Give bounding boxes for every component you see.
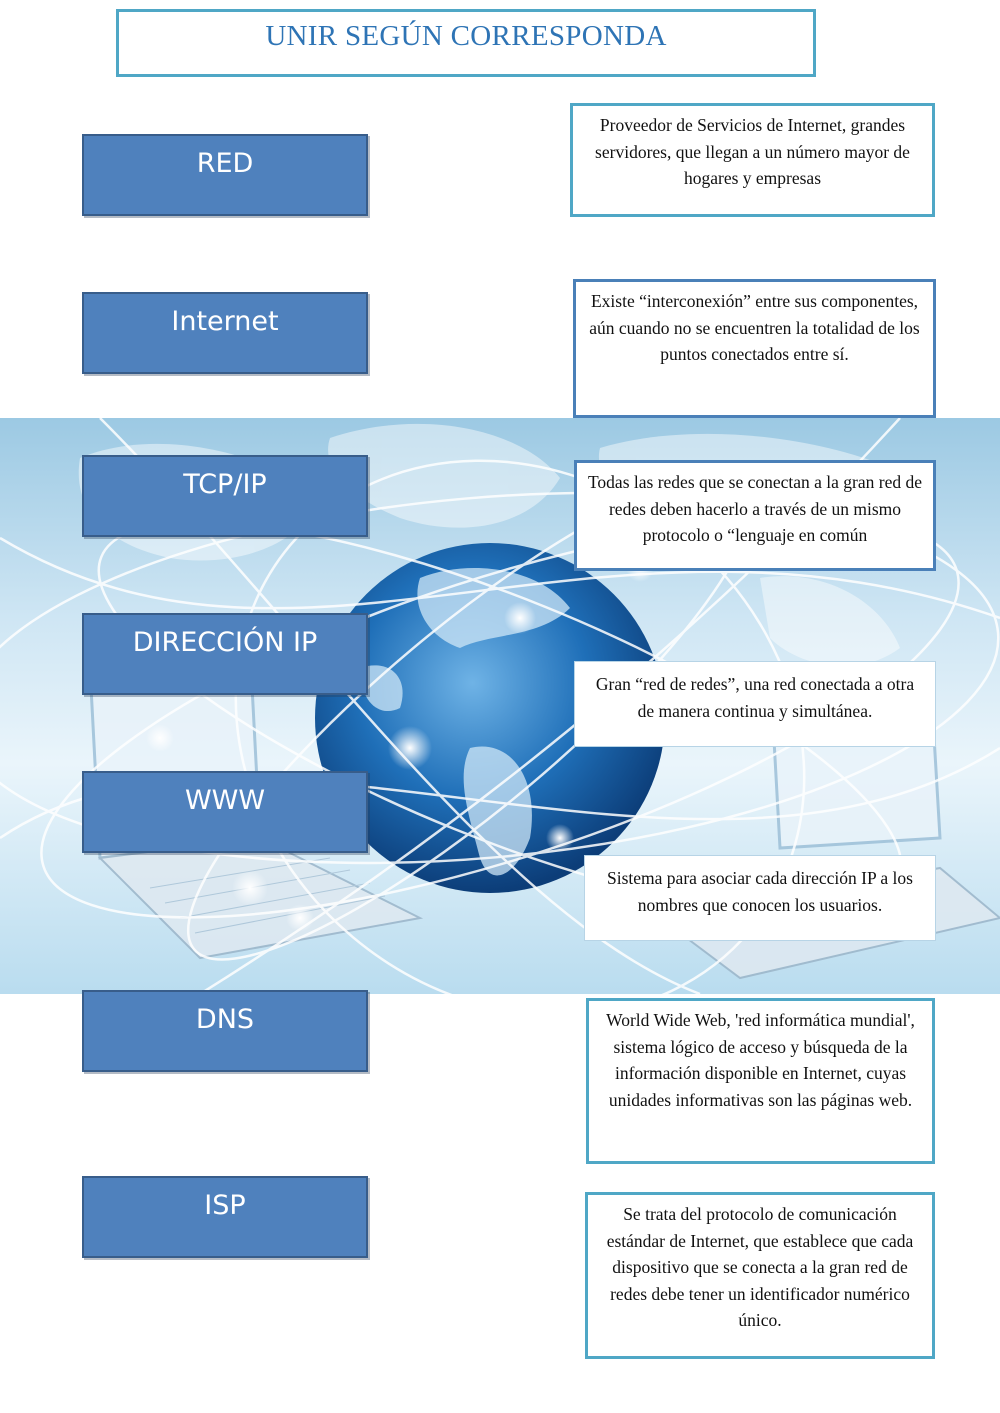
worksheet-title-box: [116, 9, 816, 77]
term-isp-label: ISP: [204, 1190, 246, 1221]
definition-card-4[interactable]: [575, 662, 935, 746]
definition-text-3: Todas las redes que se conectan a la gran red de redes deben hacerlo a través de un mismo protocolo o “lenguaje en común: [587, 472, 923, 545]
definition-text-5: Sistema para asociar cada dirección IP a los nombres que conocen los usuarios.: [607, 868, 913, 915]
term-tcp-ip-label: TCP/IP: [183, 469, 267, 500]
definition-text-1: Proveedor de Servicios de Internet, grandes servidores, que llegan a un número mayor de hogares y empresas: [595, 115, 910, 188]
definition-card-1[interactable]: [570, 103, 935, 217]
definition-text-7: Se trata del protocolo de comunicación estándar de Internet, que establece que cada dispositivo que se conecta a la gran red de redes debe tener un identificador numérico único.: [606, 1204, 914, 1330]
definition-card-7[interactable]: [585, 1192, 935, 1359]
term-dns-label: DNS: [195, 1004, 255, 1035]
definition-card-5[interactable]: [585, 856, 935, 940]
term-isp[interactable]: [82, 1176, 368, 1258]
definition-card-6[interactable]: [586, 998, 935, 1164]
term-red[interactable]: [82, 134, 368, 216]
term-red-label: RED: [196, 148, 254, 179]
worksheet-title: UNIR SEGÚN CORRESPONDA: [265, 20, 667, 52]
term-dns[interactable]: [82, 990, 368, 1072]
definition-text-2: Existe “interconexión” entre sus componentes, aún cuando no se encuentren la totalidad de los puntos conectados entre sí.: [589, 291, 920, 364]
definition-text-6: World Wide Web, 'red informática mundial', sistema lógico de acceso y búsqueda de la información disponible en Internet, cuyas unidades informativas son las páginas web.: [606, 1010, 915, 1110]
definition-card-2[interactable]: [573, 279, 936, 418]
term-internet-label: Internet: [171, 306, 279, 337]
term-direccion-ip[interactable]: [82, 613, 368, 695]
term-www[interactable]: [82, 771, 368, 853]
definition-card-3[interactable]: [574, 460, 936, 571]
term-tcp-ip[interactable]: [82, 455, 368, 537]
definition-text-4: Gran “red de redes”, una red conectada a otra de manera continua y simultánea.: [595, 674, 915, 721]
term-internet[interactable]: [82, 292, 368, 374]
term-www-label: WWW: [184, 785, 266, 816]
term-direccion-ip-label: DIRECCIÓN IP: [132, 627, 318, 658]
